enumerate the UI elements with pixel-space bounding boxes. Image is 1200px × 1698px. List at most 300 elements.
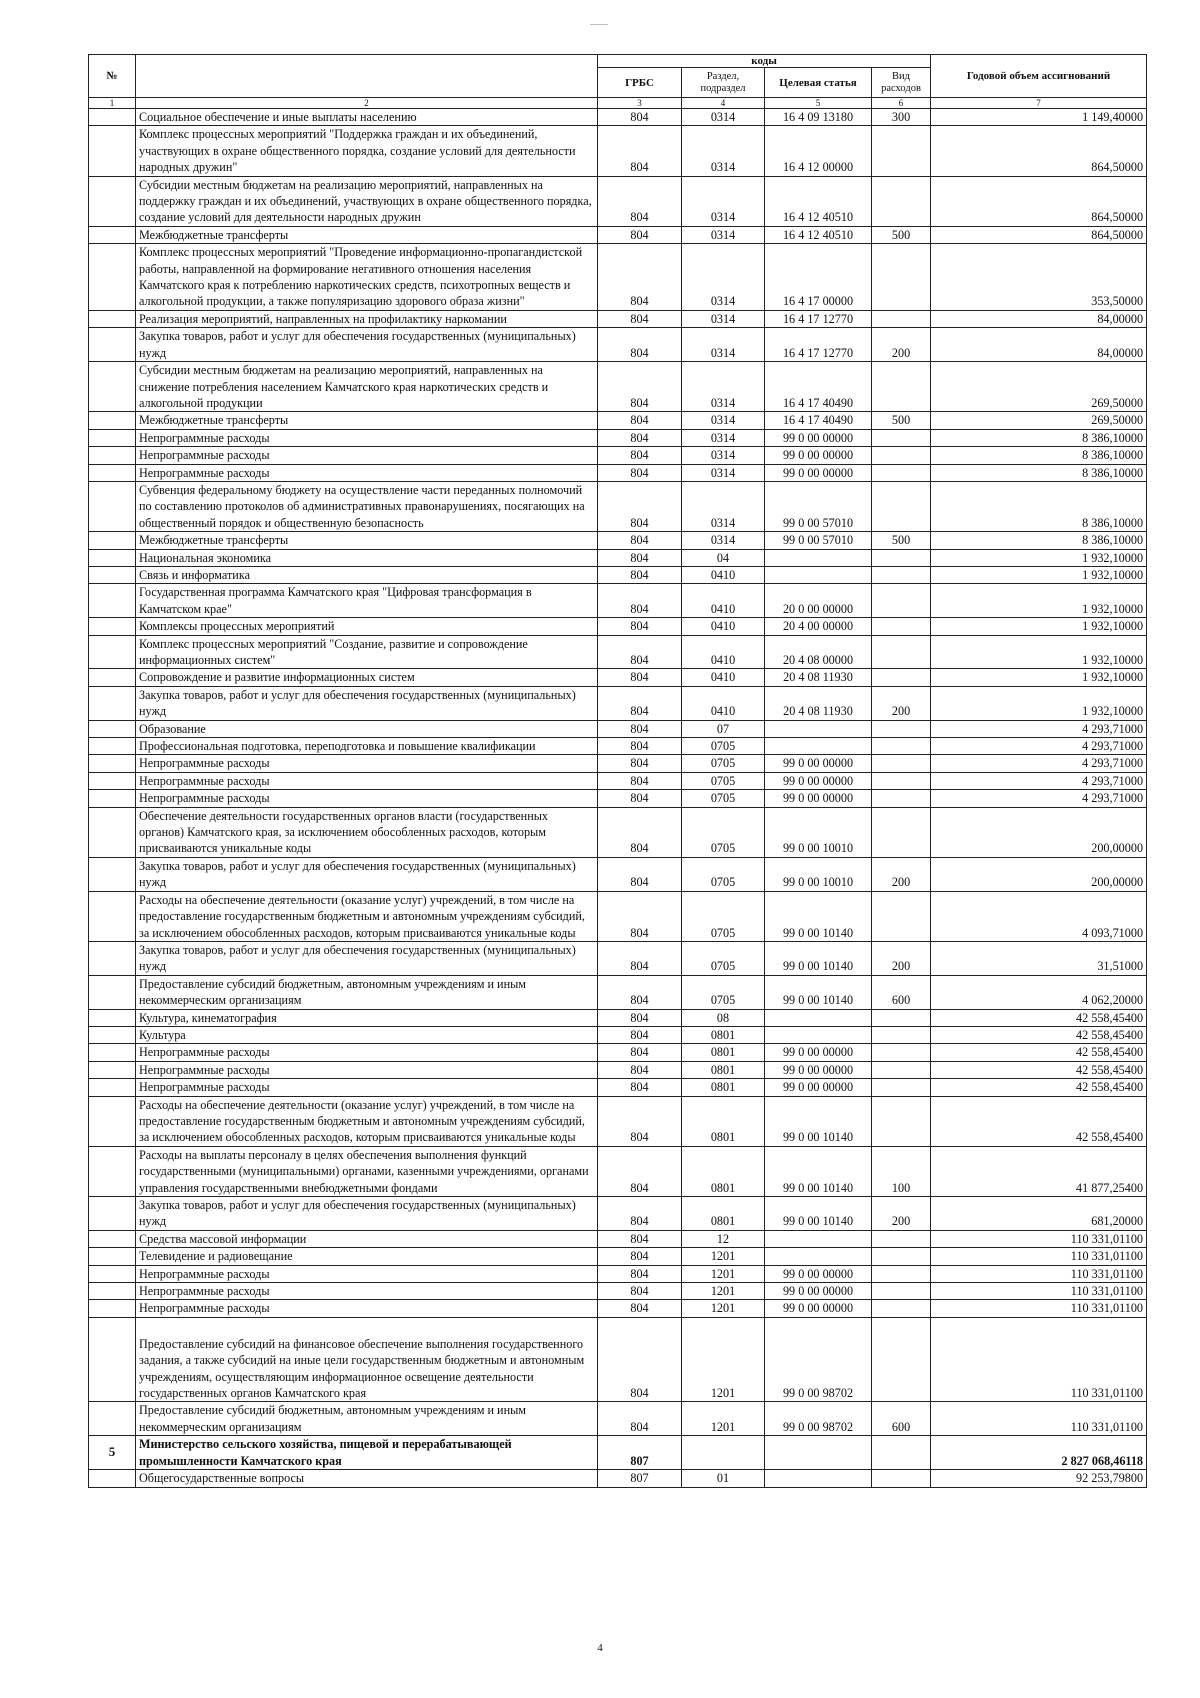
expense-type-code: 500 — [872, 226, 931, 243]
table-row — [89, 1197, 1147, 1231]
column-number: 3 — [598, 98, 682, 109]
section-code: 0410 — [682, 566, 765, 583]
expense-type-code: 200 — [872, 857, 931, 891]
target-code: 99 0 00 00000 — [765, 1079, 872, 1096]
expense-type-code — [872, 669, 931, 686]
row-index — [89, 244, 136, 311]
annual-amount: 1 932,10000 — [931, 549, 1147, 566]
table-row — [89, 362, 1147, 412]
grbs-code: 807 — [598, 1470, 682, 1487]
target-code — [765, 1230, 872, 1247]
table-row — [89, 720, 1147, 737]
grbs-code: 804 — [598, 1026, 682, 1043]
target-code: 99 0 00 00000 — [765, 429, 872, 446]
row-index — [89, 1283, 136, 1300]
column-numbers-row — [89, 98, 1147, 109]
column-number: 1 — [89, 98, 136, 109]
row-index — [89, 1230, 136, 1247]
section-code: 0801 — [682, 1061, 765, 1078]
column-number: 2 — [136, 98, 598, 109]
section-code: 0314 — [682, 481, 765, 531]
expense-type-code — [872, 1026, 931, 1043]
annual-amount: 110 331,01100 — [931, 1265, 1147, 1282]
table-row — [89, 738, 1147, 755]
target-code — [765, 1248, 872, 1265]
section-code — [682, 1436, 765, 1470]
grbs-code: 804 — [598, 1402, 682, 1436]
table-row — [89, 126, 1147, 176]
row-index — [89, 1096, 136, 1146]
table-row — [89, 566, 1147, 583]
row-index — [89, 635, 136, 669]
target-code: 16 4 17 12770 — [765, 328, 872, 362]
expense-type-code — [872, 566, 931, 583]
item-name: Сопровождение и развитие информационных систем — [136, 669, 598, 686]
expense-type-code: 500 — [872, 412, 931, 429]
target-code: 20 4 08 11930 — [765, 669, 872, 686]
target-code: 99 0 00 10010 — [765, 807, 872, 857]
annual-amount: 269,50000 — [931, 412, 1147, 429]
item-name: Закупка товаров, работ и услуг для обеспечения государственных (муниципальных) нужд — [136, 857, 598, 891]
grbs-code: 804 — [598, 1283, 682, 1300]
table-row — [89, 807, 1147, 857]
grbs-code: 804 — [598, 226, 682, 243]
target-code: 99 0 00 00000 — [765, 1300, 872, 1317]
expense-type-code — [872, 1061, 931, 1078]
table-header — [89, 55, 1147, 109]
annual-amount: 1 932,10000 — [931, 566, 1147, 583]
grbs-code: 804 — [598, 772, 682, 789]
target-code: 99 0 00 98702 — [765, 1317, 872, 1402]
section-code: 0410 — [682, 686, 765, 720]
annual-amount: 110 331,01100 — [931, 1283, 1147, 1300]
item-name: Непрограммные расходы — [136, 1044, 598, 1061]
item-name: Социальное обеспечение и иные выплаты населению — [136, 109, 598, 126]
target-code: 99 0 00 10140 — [765, 1197, 872, 1231]
item-name: Профессиональная подготовка, переподготовка и повышение квалификации — [136, 738, 598, 755]
row-index — [89, 738, 136, 755]
expense-type-code — [872, 790, 931, 807]
annual-amount: 1 932,10000 — [931, 669, 1147, 686]
section-code: 0801 — [682, 1197, 765, 1231]
table-row — [89, 857, 1147, 891]
section-code: 01 — [682, 1470, 765, 1487]
section-code: 0410 — [682, 669, 765, 686]
annual-amount: 353,50000 — [931, 244, 1147, 311]
grbs-code: 804 — [598, 1061, 682, 1078]
table-row — [89, 532, 1147, 549]
annual-amount: 864,50000 — [931, 126, 1147, 176]
annual-amount: 4 062,20000 — [931, 975, 1147, 1009]
annual-amount: 8 386,10000 — [931, 464, 1147, 481]
budget-table — [88, 54, 1147, 1488]
grbs-code: 804 — [598, 429, 682, 446]
row-index — [89, 566, 136, 583]
item-name: Комплекс процессных мероприятий "Поддержка граждан и их объединений, участвующих в охране общественного порядка, создание условий для деятельности народных дружин" — [136, 126, 598, 176]
section-code: 0314 — [682, 532, 765, 549]
annual-amount: 864,50000 — [931, 226, 1147, 243]
header-num: № — [89, 55, 136, 98]
section-code: 0705 — [682, 941, 765, 975]
annual-amount: 42 558,45400 — [931, 1026, 1147, 1043]
item-name: Культура — [136, 1026, 598, 1043]
table-row — [89, 1146, 1147, 1196]
section-code: 0314 — [682, 429, 765, 446]
annual-amount: 8 386,10000 — [931, 429, 1147, 446]
annual-amount: 269,50000 — [931, 362, 1147, 412]
budget-table-page — [88, 54, 1146, 1488]
target-code: 99 0 00 98702 — [765, 1402, 872, 1436]
table-row — [89, 1265, 1147, 1282]
target-code: 99 0 00 00000 — [765, 1265, 872, 1282]
expense-type-code — [872, 429, 931, 446]
section-code: 0801 — [682, 1026, 765, 1043]
row-index — [89, 669, 136, 686]
target-code: 99 0 00 00000 — [765, 755, 872, 772]
item-name: Субсидии местным бюджетам на реализацию мероприятий, направленных на поддержку граждан и их объединений, участвующих в охране общественного порядка, создание условий для деятельности народных дружин — [136, 176, 598, 226]
section-code: 1201 — [682, 1265, 765, 1282]
expense-type-code — [872, 126, 931, 176]
grbs-code: 804 — [598, 755, 682, 772]
item-name: Предоставление субсидий бюджетным, автономным учреждениям и иным некоммерческим организациям — [136, 1402, 598, 1436]
item-name: Межбюджетные трансферты — [136, 532, 598, 549]
row-index — [89, 1146, 136, 1196]
row-index — [89, 755, 136, 772]
item-name: Министерство сельского хозяйства, пищевой и перерабатывающей промышленности Камчатского края — [136, 1436, 598, 1470]
target-code — [765, 566, 872, 583]
grbs-code: 804 — [598, 328, 682, 362]
grbs-code: 804 — [598, 686, 682, 720]
table-row — [89, 1436, 1147, 1470]
expense-type-code — [872, 1044, 931, 1061]
row-index — [89, 464, 136, 481]
grbs-code: 804 — [598, 891, 682, 941]
item-name: Непрограммные расходы — [136, 772, 598, 789]
section-code: 0314 — [682, 464, 765, 481]
grbs-code: 804 — [598, 1009, 682, 1026]
section-code: 0314 — [682, 109, 765, 126]
row-index — [89, 447, 136, 464]
target-code — [765, 1470, 872, 1487]
item-name: Непрограммные расходы — [136, 790, 598, 807]
expense-type-code — [872, 1079, 931, 1096]
target-code — [765, 1436, 872, 1470]
expense-type-code — [872, 1436, 931, 1470]
target-code: 20 4 00 00000 — [765, 618, 872, 635]
section-code: 0705 — [682, 738, 765, 755]
row-index — [89, 1470, 136, 1487]
table-row — [89, 310, 1147, 327]
annual-amount: 1 932,10000 — [931, 686, 1147, 720]
item-name: Средства массовой информации — [136, 1230, 598, 1247]
section-code: 0314 — [682, 126, 765, 176]
grbs-code: 804 — [598, 176, 682, 226]
target-code: 99 0 00 00000 — [765, 772, 872, 789]
target-code: 99 0 00 10140 — [765, 1096, 872, 1146]
grbs-code: 804 — [598, 412, 682, 429]
row-index — [89, 362, 136, 412]
expense-type-code — [872, 584, 931, 618]
item-name: Закупка товаров, работ и услуг для обеспечения государственных (муниципальных) нужд — [136, 941, 598, 975]
section-code: 04 — [682, 549, 765, 566]
expense-type-code — [872, 635, 931, 669]
section-code: 0801 — [682, 1096, 765, 1146]
expense-type-code — [872, 447, 931, 464]
grbs-code: 804 — [598, 720, 682, 737]
target-code: 16 4 17 40490 — [765, 362, 872, 412]
annual-amount: 4 293,71000 — [931, 738, 1147, 755]
header-name — [136, 55, 598, 98]
target-code: 99 0 00 00000 — [765, 1044, 872, 1061]
item-name: Расходы на обеспечение деятельности (оказание услуг) учреждений, в том числе на предоставление государственным бюджетным и автономным учреждениям субсидий, за исключением обособленных расходов, которым присваиваются уникальные коды — [136, 1096, 598, 1146]
table-row — [89, 1300, 1147, 1317]
grbs-code: 804 — [598, 807, 682, 857]
expense-type-code — [872, 464, 931, 481]
column-number: 7 — [931, 98, 1147, 109]
table-row — [89, 1026, 1147, 1043]
grbs-code: 807 — [598, 1436, 682, 1470]
grbs-code: 804 — [598, 1096, 682, 1146]
table-row — [89, 176, 1147, 226]
target-code — [765, 549, 872, 566]
row-index — [89, 790, 136, 807]
target-code: 99 0 00 10010 — [765, 857, 872, 891]
item-name: Обеспечение деятельности государственных органов власти (государственных органов) Камчатского края, за исключением обособленных расходов, которым присваиваются уникальные коды — [136, 807, 598, 857]
grbs-code: 804 — [598, 362, 682, 412]
item-name: Межбюджетные трансферты — [136, 226, 598, 243]
expense-type-code: 200 — [872, 1197, 931, 1231]
section-code: 0801 — [682, 1079, 765, 1096]
section-code: 0705 — [682, 857, 765, 891]
table-row — [89, 584, 1147, 618]
table-row — [89, 1061, 1147, 1078]
table-row — [89, 755, 1147, 772]
row-index — [89, 1044, 136, 1061]
row-index — [89, 328, 136, 362]
grbs-code: 804 — [598, 1265, 682, 1282]
section-code: 0801 — [682, 1146, 765, 1196]
expense-type-code — [872, 481, 931, 531]
expense-type-code — [872, 1283, 931, 1300]
annual-amount: 200,00000 — [931, 807, 1147, 857]
target-code: 16 4 17 00000 — [765, 244, 872, 311]
row-index — [89, 1009, 136, 1026]
section-code: 0314 — [682, 226, 765, 243]
table-row — [89, 328, 1147, 362]
expense-type-code — [872, 1300, 931, 1317]
annual-amount: 4 293,71000 — [931, 790, 1147, 807]
target-code: 20 4 08 00000 — [765, 635, 872, 669]
table-row — [89, 686, 1147, 720]
annual-amount: 4 293,71000 — [931, 720, 1147, 737]
grbs-code: 804 — [598, 109, 682, 126]
expense-type-code: 600 — [872, 975, 931, 1009]
item-name: Предоставление субсидий на финансовое обеспечение выполнения государственного задания, а также субсидий на иные цели государственным бюджетным и автономным учреждениям, осуществляющим информационное освещение деятельности государственных органов Камчатского края — [136, 1317, 598, 1402]
table-row — [89, 1079, 1147, 1096]
annual-amount: 4 293,71000 — [931, 772, 1147, 789]
grbs-code: 804 — [598, 1300, 682, 1317]
grbs-code: 804 — [598, 941, 682, 975]
grbs-code: 804 — [598, 1146, 682, 1196]
section-code: 07 — [682, 720, 765, 737]
expense-type-code — [872, 1009, 931, 1026]
grbs-code: 804 — [598, 790, 682, 807]
item-name: Закупка товаров, работ и услуг для обеспечения государственных (муниципальных) нужд — [136, 686, 598, 720]
grbs-code: 804 — [598, 566, 682, 583]
target-code: 99 0 00 57010 — [765, 481, 872, 531]
expense-type-code — [872, 176, 931, 226]
expense-type-code — [872, 755, 931, 772]
target-code: 99 0 00 10140 — [765, 891, 872, 941]
item-name: Предоставление субсидий бюджетным, автономным учреждениям и иным некоммерческим организациям — [136, 975, 598, 1009]
table-row — [89, 549, 1147, 566]
table-body — [89, 109, 1147, 1488]
row-index — [89, 1265, 136, 1282]
annual-amount: 41 877,25400 — [931, 1146, 1147, 1196]
section-code: 0705 — [682, 772, 765, 789]
annual-amount: 200,00000 — [931, 857, 1147, 891]
section-code: 0801 — [682, 1044, 765, 1061]
row-index — [89, 1248, 136, 1265]
target-code: 99 0 00 10140 — [765, 975, 872, 1009]
grbs-code: 804 — [598, 244, 682, 311]
item-name: Межбюджетные трансферты — [136, 412, 598, 429]
table-row — [89, 481, 1147, 531]
table-row — [89, 975, 1147, 1009]
item-name: Непрограммные расходы — [136, 1300, 598, 1317]
row-index — [89, 109, 136, 126]
grbs-code: 804 — [598, 669, 682, 686]
annual-amount: 8 386,10000 — [931, 447, 1147, 464]
row-index — [89, 549, 136, 566]
grbs-code: 804 — [598, 618, 682, 635]
section-code: 0705 — [682, 790, 765, 807]
grbs-code: 804 — [598, 1079, 682, 1096]
annual-amount: 110 331,01100 — [931, 1317, 1147, 1402]
table-row — [89, 1009, 1147, 1026]
expense-type-code — [872, 772, 931, 789]
row-index — [89, 975, 136, 1009]
section-code: 1201 — [682, 1402, 765, 1436]
table-row — [89, 1096, 1147, 1146]
table-row — [89, 447, 1147, 464]
target-code: 99 0 00 10140 — [765, 1146, 872, 1196]
item-name: Непрограммные расходы — [136, 429, 598, 446]
page-number: 4 — [597, 1642, 603, 1654]
row-index — [89, 532, 136, 549]
annual-amount: 92 253,79800 — [931, 1470, 1147, 1487]
row-index — [89, 1197, 136, 1231]
target-code: 99 0 00 00000 — [765, 1061, 872, 1078]
expense-type-code: 500 — [872, 532, 931, 549]
section-code: 1201 — [682, 1248, 765, 1265]
row-index — [89, 176, 136, 226]
header-exp-type: Вид расходов — [872, 68, 931, 98]
grbs-code: 804 — [598, 584, 682, 618]
annual-amount: 84,00000 — [931, 310, 1147, 327]
table-row — [89, 412, 1147, 429]
table-row — [89, 669, 1147, 686]
column-number: 5 — [765, 98, 872, 109]
row-index — [89, 126, 136, 176]
target-code: 16 4 09 13180 — [765, 109, 872, 126]
row-index — [89, 1079, 136, 1096]
row-index — [89, 686, 136, 720]
grbs-code: 804 — [598, 857, 682, 891]
item-name: Субсидии местным бюджетам на реализацию мероприятий, направленных на снижение потребления населением Камчатского края наркотических средств и алкогольной продукции — [136, 362, 598, 412]
item-name: Государственная программа Камчатского края "Цифровая трансформация в Камчатском крае" — [136, 584, 598, 618]
target-code: 99 0 00 00000 — [765, 447, 872, 464]
annual-amount: 42 558,45400 — [931, 1079, 1147, 1096]
table-row — [89, 1283, 1147, 1300]
item-name: Связь и информатика — [136, 566, 598, 583]
target-code: 16 4 17 12770 — [765, 310, 872, 327]
column-number: 4 — [682, 98, 765, 109]
annual-amount: 8 386,10000 — [931, 532, 1147, 549]
table-row — [89, 790, 1147, 807]
section-code: 08 — [682, 1009, 765, 1026]
column-number: 6 — [872, 98, 931, 109]
row-index — [89, 412, 136, 429]
header-grbs: ГРБС — [598, 68, 682, 98]
grbs-code: 804 — [598, 1317, 682, 1402]
section-code: 1201 — [682, 1283, 765, 1300]
grbs-code: 804 — [598, 635, 682, 669]
section-code: 1201 — [682, 1317, 765, 1402]
row-index — [89, 618, 136, 635]
annual-amount: 42 558,45400 — [931, 1061, 1147, 1078]
row-index — [89, 429, 136, 446]
item-name: Закупка товаров, работ и услуг для обеспечения государственных (муниципальных) нужд — [136, 328, 598, 362]
table-row — [89, 1248, 1147, 1265]
target-code: 20 0 00 00000 — [765, 584, 872, 618]
annual-amount: 42 558,45400 — [931, 1044, 1147, 1061]
grbs-code: 804 — [598, 464, 682, 481]
expense-type-code — [872, 807, 931, 857]
item-name: Общегосударственные вопросы — [136, 1470, 598, 1487]
grbs-code: 804 — [598, 126, 682, 176]
item-name: Непрограммные расходы — [136, 1265, 598, 1282]
section-code: 0314 — [682, 176, 765, 226]
annual-amount: 84,00000 — [931, 328, 1147, 362]
annual-amount: 31,51000 — [931, 941, 1147, 975]
expense-type-code: 300 — [872, 109, 931, 126]
annual-amount: 42 558,45400 — [931, 1009, 1147, 1026]
annual-amount: 1 149,40000 — [931, 109, 1147, 126]
header-codes: коды — [598, 55, 931, 68]
item-name: Непрограммные расходы — [136, 447, 598, 464]
annual-amount: 4 093,71000 — [931, 891, 1147, 941]
header-target: Целевая статья — [765, 68, 872, 98]
target-code: 16 4 12 40510 — [765, 176, 872, 226]
section-code: 0314 — [682, 412, 765, 429]
table-row — [89, 1317, 1147, 1402]
table-row — [89, 1470, 1147, 1487]
target-code: 16 4 17 40490 — [765, 412, 872, 429]
expense-type-code: 100 — [872, 1146, 931, 1196]
section-code: 12 — [682, 1230, 765, 1247]
row-index — [89, 481, 136, 531]
target-code: 99 0 00 57010 — [765, 532, 872, 549]
grbs-code: 804 — [598, 310, 682, 327]
row-index — [89, 891, 136, 941]
table-row — [89, 226, 1147, 243]
section-code: 0705 — [682, 975, 765, 1009]
expense-type-code — [872, 1096, 931, 1146]
table-row — [89, 429, 1147, 446]
header-section: Раздел, подраздел — [682, 68, 765, 98]
target-code — [765, 738, 872, 755]
